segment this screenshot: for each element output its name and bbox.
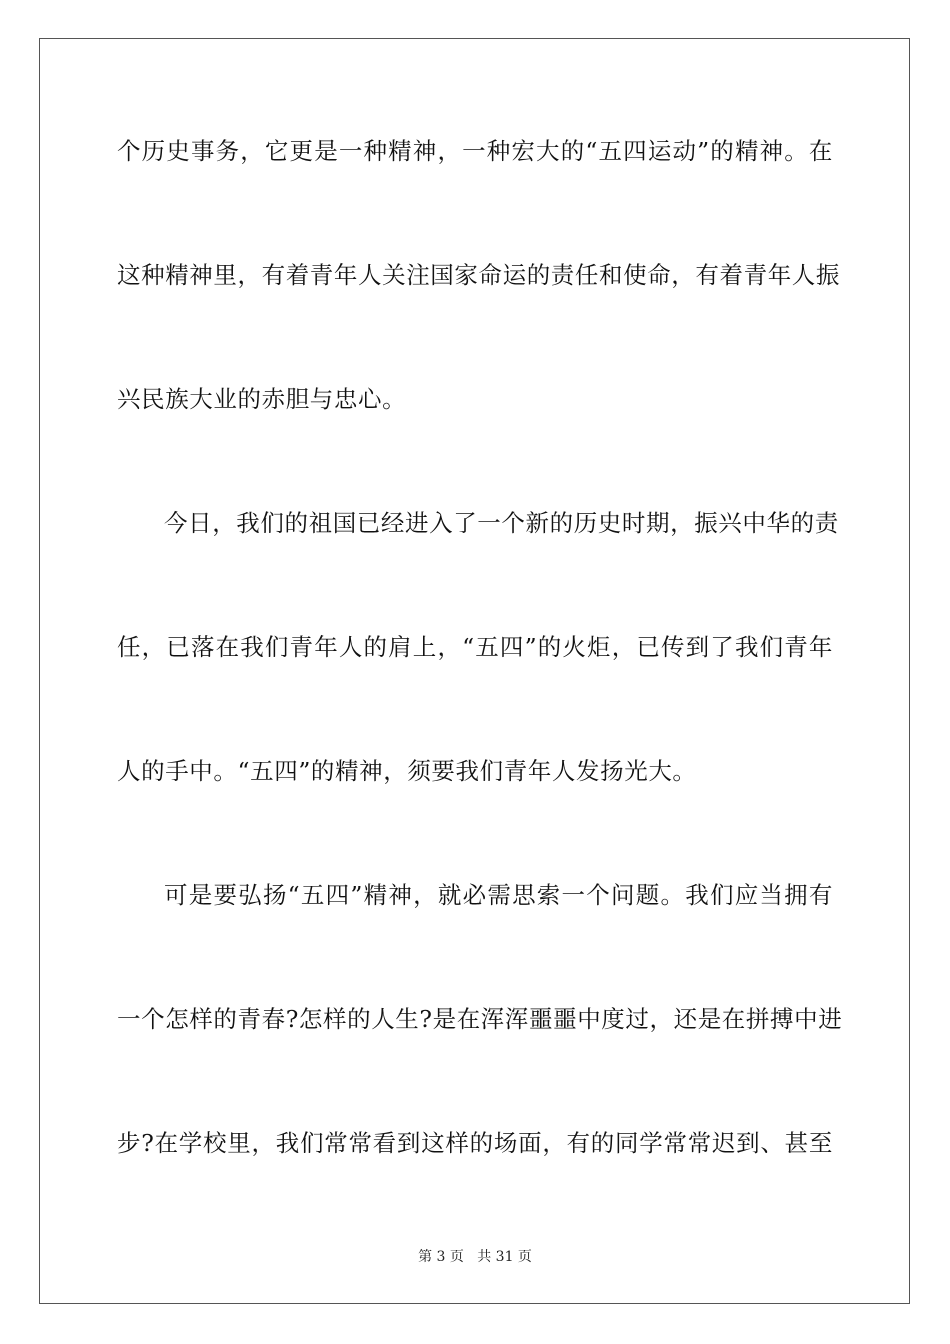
text-line-6: 人的手中。“五四”的精神，须要我们青年人发扬光大。 <box>117 757 697 785</box>
text-line-8: 一个怎样的青春?怎样的人生?是在浑浑噩噩中度过，还是在拼搏中进 <box>117 1005 843 1033</box>
text-line-3: 兴民族大业的赤胆与忠心。 <box>117 385 407 413</box>
text-line-9: 步?在学校里，我们常常看到这样的场面，有的同学常常迟到、甚至 <box>117 1129 833 1157</box>
text-line-7: 可是要弘扬“五四”精神，就必需思索一个问题。我们应当拥有 <box>164 881 833 909</box>
text-line-1: 个历史事务，它更是一种精神，一种宏大的“五四运动”的精神。在 <box>117 137 833 165</box>
page-number-footer: 第 3 页 共 31 页 <box>418 1249 532 1265</box>
text-line-5: 任，已落在我们青年人的肩上，“五四”的火炬，已传到了我们青年 <box>117 633 833 661</box>
page-border <box>39 38 910 1304</box>
text-line-2: 这种精神里，有着青年人关注国家命运的责任和使命，有着青年人振 <box>117 261 840 289</box>
text-line-4: 今日，我们的祖国已经进入了一个新的历史时期，振兴中华的责 <box>164 509 839 537</box>
